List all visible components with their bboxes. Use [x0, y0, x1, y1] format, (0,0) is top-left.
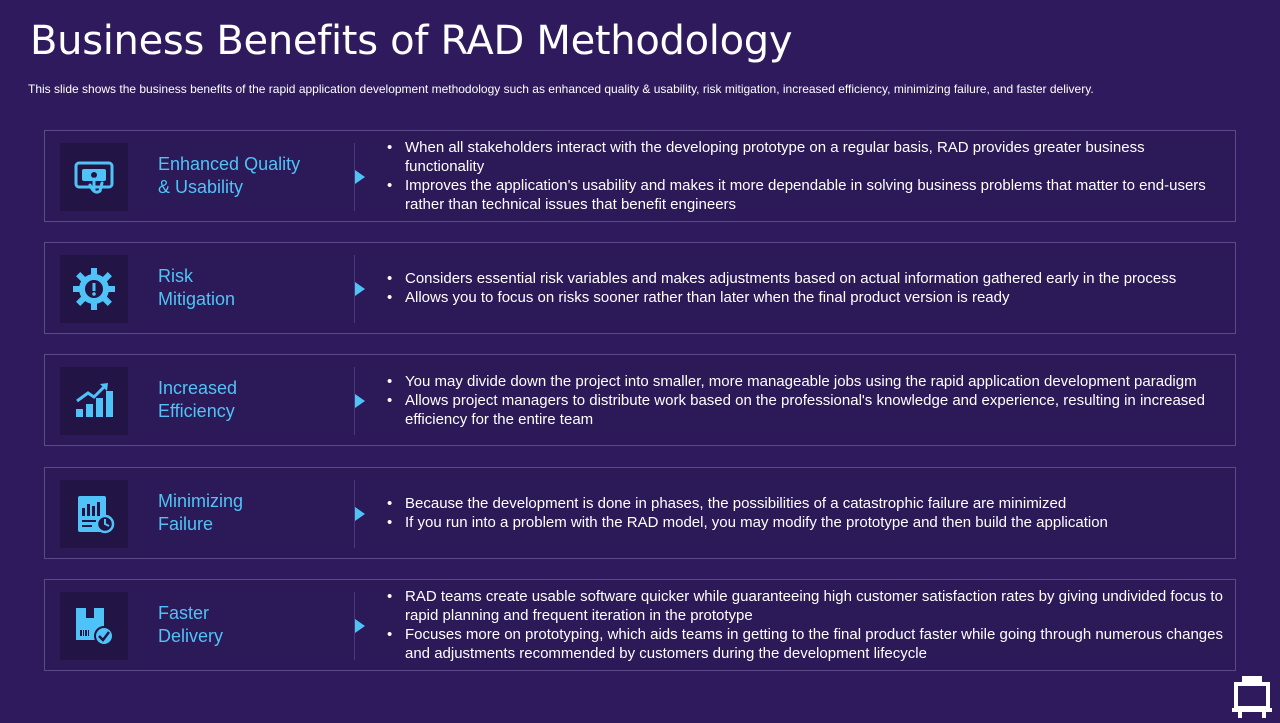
benefit-points	[385, 243, 1225, 333]
list-item: • Considers essential risk variables and makes adjustments based on actual information gathered early in the process	[385, 269, 1225, 288]
benefit-points	[385, 468, 1225, 558]
risk-gear-icon	[60, 255, 128, 323]
list-item: • Focuses more on prototyping, which aids teams in getting to the final product faster while going through numerous changes and adjustments recommended by customers during the development lifecycle	[385, 625, 1225, 663]
benefit-card-enhanced-quality	[44, 130, 1236, 222]
delivery-box-icon	[60, 592, 128, 660]
list-item: • You may divide down the project into smaller, more manageable jobs using the rapid application development paradigm	[385, 372, 1225, 391]
list-item: • Allows project managers to distribute work based on the professional's knowledge and experience, resulting in increased efficiency for the entire team	[385, 391, 1225, 429]
report-failure-icon	[60, 480, 128, 548]
benefit-card-increased-efficiency	[44, 354, 1236, 446]
list-item: • Improves the application's usability and makes it more dependable in solving business problems that matter to end-users rather than technical issues that benefit engineers	[385, 176, 1225, 214]
touchscreen-icon	[60, 143, 128, 211]
arrow-right-icon	[355, 507, 365, 521]
list-item: • Allows you to focus on risks sooner rather than later when the final product version is ready	[385, 288, 1225, 307]
arrow-right-icon	[355, 170, 365, 184]
benefit-points	[385, 131, 1225, 221]
benefit-label: Minimizing Failure	[158, 491, 244, 534]
benefit-label: Risk Mitigation	[158, 266, 236, 309]
arrow-right-icon	[355, 282, 365, 296]
presentation-board-icon	[1232, 672, 1272, 718]
benefit-points	[385, 580, 1225, 670]
arrow-right-icon	[355, 619, 365, 633]
benefit-label: Faster Delivery	[158, 603, 224, 646]
list-item: • If you run into a problem with the RAD model, you may modify the prototype and then build the application	[385, 513, 1225, 532]
page-subtitle: This slide shows the business benefits of the rapid application development methodology such as enhanced quality & usability, risk mitigation, increased efficiency, minimizing failure, and faster delivery.	[28, 82, 1094, 96]
list-item: • Because the development is done in phases, the possibilities of a catastrophic failure are minimized	[385, 494, 1225, 513]
benefit-points	[385, 355, 1225, 445]
growth-chart-icon	[60, 367, 128, 435]
list-item: • When all stakeholders interact with the developing prototype on a regular basis, RAD provides greater business functionality	[385, 138, 1225, 176]
page-title: Business Benefits of RAD Methodology	[30, 18, 793, 64]
benefit-card-faster-delivery	[44, 579, 1236, 671]
arrow-right-icon	[355, 394, 365, 408]
benefit-label: Increased Efficiency	[158, 378, 238, 421]
benefit-card-risk-mitigation	[44, 242, 1236, 334]
list-item: • RAD teams create usable software quicker while guaranteeing high customer satisfaction rates by giving undivided focus to rapid planning and frequent iteration in the prototype	[385, 587, 1225, 625]
benefit-card-minimizing-failure	[44, 467, 1236, 559]
benefit-label: Enhanced Quality & Usability	[158, 154, 301, 197]
